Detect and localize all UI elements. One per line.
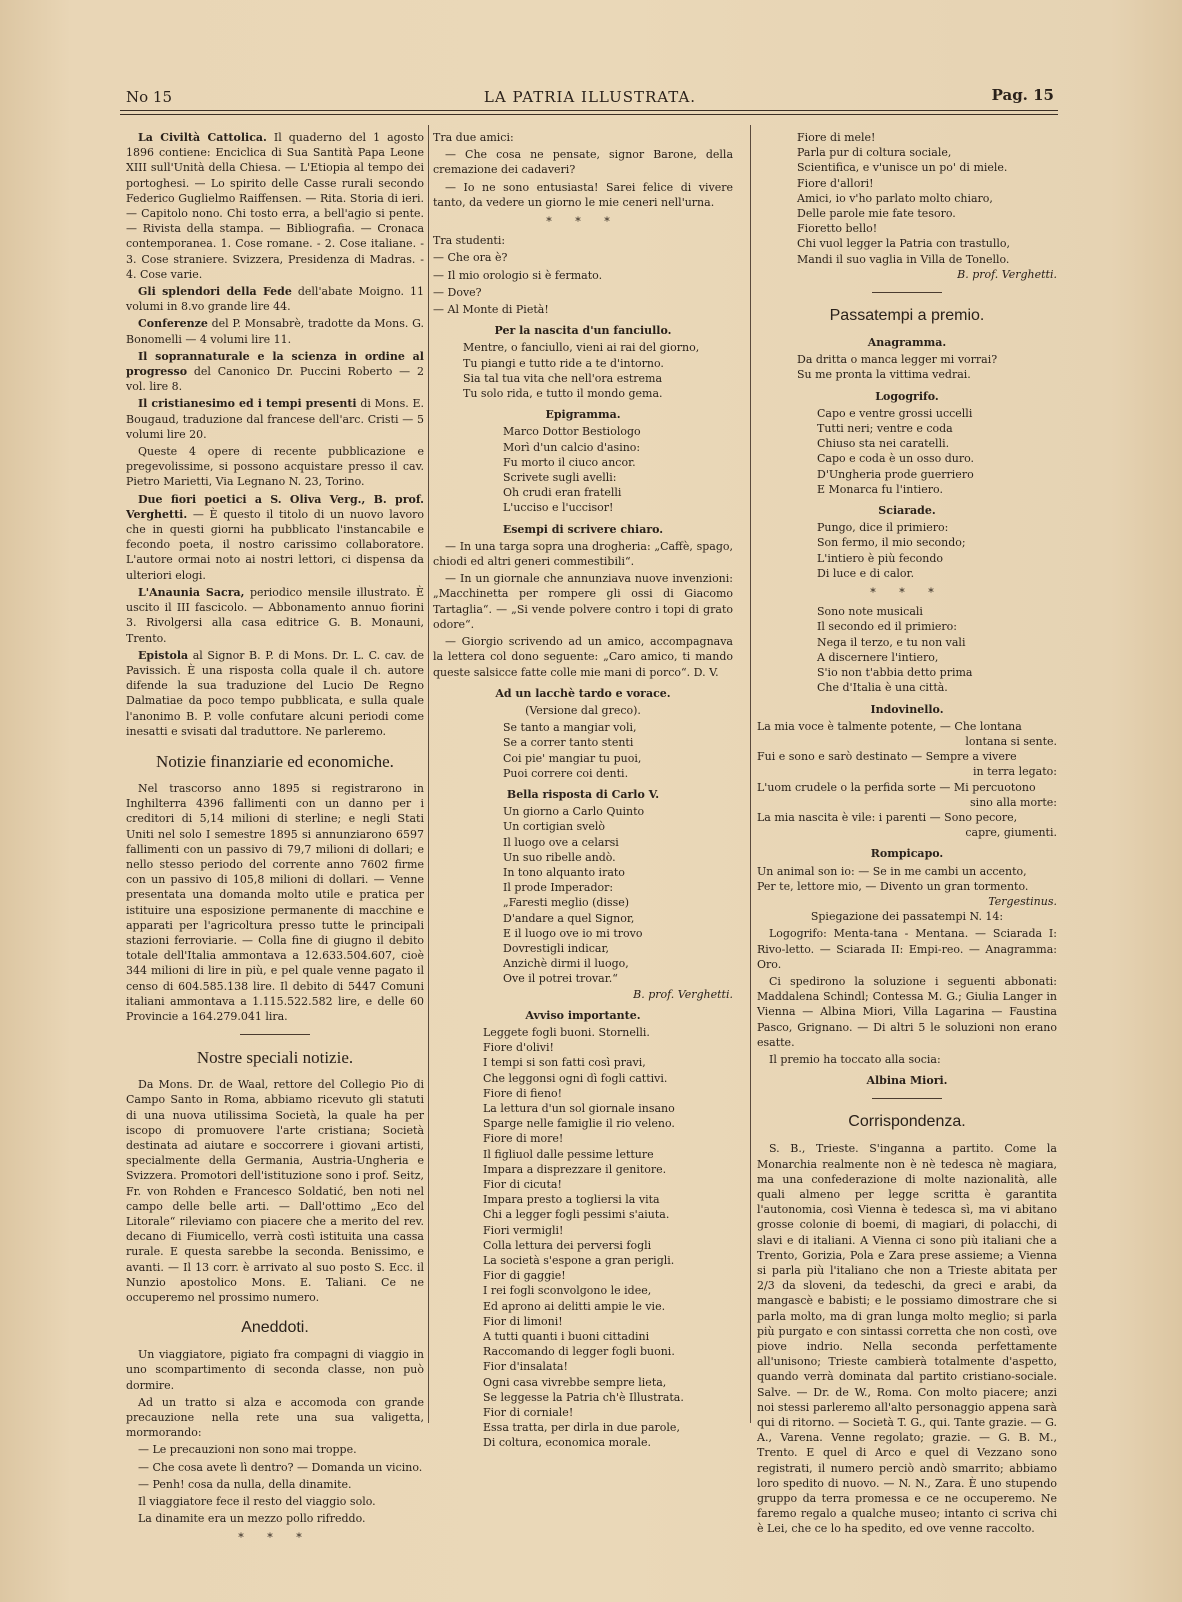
verse-line: Il figliuol dalle pessime letture bbox=[483, 1147, 654, 1161]
verse-line: Morì d'un calcio d'asino: bbox=[503, 440, 641, 454]
verse-line: Chi a legger fogli pessimi s'aiuta. bbox=[483, 1208, 670, 1222]
heading-aneddoti: Aneddoti. bbox=[241, 1319, 309, 1337]
verse-line: Il secondo ed il primiero: bbox=[817, 620, 957, 634]
verse-line: Ove il potrei trovar.“ bbox=[503, 972, 618, 986]
heading-passatempi: Passatempi a premio. bbox=[829, 307, 985, 325]
paragraph-conferenze: Conferenze del P. Monsabrè, tradotte da Mons. G. Bonomelli — 4 volumi lire 11. bbox=[126, 317, 424, 346]
verse-line: In tono alquanto irato bbox=[503, 865, 625, 879]
verse-line: Fior di corniale! bbox=[483, 1406, 574, 1420]
paragraph-corrispondenza: S. B., Trieste. S'inganna a partito. Come la Monarchia realmente non è nè tedesca nè magiara, ma una confederazione di molte nazionalità, alle quali almeno per legge scritta è garantita l'autonomia, così Vienna è tedesca sì, ma vi abitano grosse colonie di boemi, di magiari, di polacchi, di slavi e di italiani. A Vienna ci sono più italiani che a Trento, Gorizia, Pola e Zara prese assieme; a Vienna si parla più l'italiano che non a Trieste abitata per 2/3 da sloveni, da tedeschi, da greci e arabi, da mangascè e babisti; e le possiamo dimostrare che si parla molto, ma di gran lunga molto meglio; si parla più purgato e con sintassi corretta che non costì, ove piove indrio. Nella seconda perfettamente all'unisono; Trieste cambierà totalmente d'aspetto, quando verrà dominata dal partito cristiano-sociale. Salve. — Dr. de W., Roma. Con molto piacere; anzi noi stessi parleremo all'alto personaggio appena sarà qui di ritorno. — Società T. G., qui. Tante grazie. — G. A., Varena. Venne regolato; grazie. — G. B. M., Trento. E quel di Arco e quel di Vezzano sono registrati, il numero perciò andò smarrito; abbiamo loro spedito di nuovo. — N. N., Zara. È uno stupendo gruppo da terra promessa e ce ne occuperemo. Ne faremo regalo a qualche museo; intanto ci scriva chi è Lei, che ce lo ha spedito, ed ove venne raccolto. bbox=[757, 1142, 1057, 1536]
verse-line: Impara a disprezzare il genitore. bbox=[483, 1162, 667, 1176]
verse-line: Fiore di fieno! bbox=[483, 1086, 563, 1100]
verse-line: Mandi il suo vaglia in Villa de Tonello. bbox=[797, 252, 1010, 266]
asterism: * * * bbox=[238, 1531, 312, 1545]
heading-epigramma: Epigramma. bbox=[545, 408, 621, 422]
verse-line: Di coltura, economica morale. bbox=[483, 1436, 652, 1450]
verse-line: Sono note musicali bbox=[817, 605, 923, 619]
paragraph-soprannaturale: Il soprannaturale e la scienza in ordine al progresso del Canonico Dr. Puccini Roberto — 2 vol. lire 8. bbox=[126, 349, 424, 394]
column-divider-1 bbox=[428, 125, 429, 1423]
verse-line: Per te, lettore mio, — Divento un gran tormento. bbox=[757, 879, 1029, 893]
verse-line: Amici, io v'ho parlato molto chiaro, bbox=[797, 191, 993, 205]
verse-line: La lettura d'un sol giornale insano bbox=[483, 1101, 675, 1115]
verse-line: Puoi correre coi denti. bbox=[503, 766, 629, 780]
page-header bbox=[126, 88, 1054, 110]
verse-line: Fiori vermigli! bbox=[483, 1223, 564, 1237]
masthead-title: LA PATRIA ILLUSTRATA. bbox=[483, 88, 697, 106]
paragraph-notizie: Nel trascorso anno 1895 si registrarono in Inghilterra 4396 fallimenti con un danno per i creditori di 5,14 milioni di sterline; e negli Stati Uniti nel solo I semestre 1895 si annunziarono 6597 fallimenti con un passivo di 79,7 milioni di dollari; e nello stesso periodo del corrente anno 7602 firme con un passivo di 105,8 milioni di dollari. — Venne presentata una domanda molto utile e pratica per istituire una esposizione permanente di macchine e apparati per l'agricoltura presso tutte le principali stazioni ferroviarie. — Colla fine di giugno il debito totale dell'Italia ammontava a 12.633.504.607, cioè 344 milioni di lire in più, e pel quale venne pagato il censo di 604.585.138 lire. Il debito di 5447 Comuni italiani ammontava a 1.115.522.582 lire, e delle 60 Provincie a 164.279.041 lira. bbox=[126, 781, 424, 1023]
paragraph-premio: Il premio ha toccato alla socia: bbox=[769, 1052, 941, 1066]
subheading-lacche: (Versione dal greco). bbox=[525, 703, 641, 717]
asterism: * * * bbox=[546, 215, 620, 229]
verse-rompicapo bbox=[757, 864, 1057, 894]
verse-line: Ed aprono ai delitti ampie le vie. bbox=[483, 1299, 666, 1313]
verse-line: D'andare a quel Signor, bbox=[503, 911, 635, 925]
verse-line: Se tanto a mangiar voli, bbox=[503, 721, 637, 735]
text-line: — Le precauzioni non sono mai troppe. bbox=[138, 1443, 357, 1457]
verse-line: Un suo ribelle andò. bbox=[503, 850, 616, 864]
verse-line: Sia tal tua vita che nell'ora estrema bbox=[463, 371, 663, 385]
verse-line: Tutti neri; ventre e coda bbox=[817, 422, 953, 436]
verse-line: Che d'Italia è una città. bbox=[817, 681, 948, 695]
verse-line: capre, giumenti. bbox=[965, 826, 1057, 840]
verse-line: Fiore di more! bbox=[483, 1132, 564, 1146]
verse-line: Scrivete sugli avelli: bbox=[503, 471, 617, 485]
verse-line: Fu morto il ciuco ancor. bbox=[503, 455, 636, 469]
verse-line: Fiore di mele! bbox=[797, 131, 876, 144]
verse-logogrifo bbox=[757, 406, 1057, 497]
heading-sciarade: Sciarade. bbox=[878, 504, 936, 518]
heading-notizie-finanziarie: Notizie finanziarie ed economiche. bbox=[156, 751, 394, 771]
verse-line: in terra legato: bbox=[973, 765, 1057, 779]
separator bbox=[240, 1034, 310, 1035]
verse-line: A tutti quanti i buoni cittadini bbox=[483, 1330, 650, 1344]
text-line: Tra due amici: bbox=[433, 131, 514, 144]
verse-line: La società s'espone a gran perigli. bbox=[483, 1254, 675, 1268]
separator bbox=[872, 292, 942, 293]
aneddoti-lines bbox=[126, 1442, 424, 1526]
verse-line: Sparge nelle famiglie il rio veleno. bbox=[483, 1117, 675, 1131]
text-line: — Che cosa ne pensate, signor Barone, della cremazione dei cadaveri? bbox=[433, 148, 733, 177]
text-line: — Che ora è? bbox=[433, 251, 508, 265]
paragraph-epistola: Epistola al Signor B. P. di Mons. Dr. L. C. cav. de Pavissich. È una risposta colla quale il ch. autore difende la sua traduzione del Lucio De Regno Dalmatiae da poco tempo pubblicata, e sulla quale l'anonimo B. P. volle confutare alcuni periodi come inesatti e svisati dal traduttore. Ne parleremo. bbox=[126, 648, 424, 738]
verse-line: A discernere l'intiero, bbox=[817, 650, 939, 664]
paragraph-fiori: Due fiori poetici a S. Oliva Verg., B. prof. Verghetti. — È questo il titolo di un nuovo lavoro che in questi giorni ha pubblicato l'instancabile e fecondo poeta, il nostro carissimo collaboratore. L'autore ormai noto ai nostri lettori, ci dispensa da ulteriori elogi. bbox=[126, 492, 424, 582]
heading-spiegazione: Spiegazione dei passatempi N. 14: bbox=[810, 910, 1004, 924]
verse-sciarada-1 bbox=[757, 520, 1057, 581]
verse-anagramma bbox=[757, 352, 1057, 382]
verse-line: Ogni casa vivrebbe sempre lieta, bbox=[483, 1375, 667, 1389]
verse-line: L'uom crudele o la perfida sorte — Mi percuotono bbox=[757, 780, 1036, 794]
verse-line: Anzichè dirmi il luogo, bbox=[503, 957, 629, 971]
verse-line: Parla pur di coltura sociale, bbox=[797, 146, 952, 160]
paragraph-queste: Queste 4 opere di recente pubblicazione e pregevolissime, si possono acquistare presso il cav. Pietro Marietti, Via Legnano N. 23, Torino. bbox=[126, 445, 424, 489]
verse-line: Mentre, o fanciullo, vieni ai rai del giorno, bbox=[463, 341, 700, 355]
heading-anagramma: Anagramma. bbox=[867, 336, 947, 350]
text-line: — Che cosa avete lì dentro? — Domanda un vicino. bbox=[138, 1460, 423, 1474]
verse-line: La mia nascita è vile: i parenti — Sono pecore, bbox=[757, 810, 1018, 824]
header-rule-thin bbox=[120, 114, 1058, 115]
paragraph-aneddoti-1: Un viaggiatore, pigiato fra compagni di viaggio in uno scompartimento di seconda classe, non può dormire. bbox=[126, 1348, 424, 1392]
verse-line: Fui e sono e sarò destinato — Sempre a vivere bbox=[757, 750, 1017, 764]
text-line: — In un giornale che annunziava nuove invenzioni: „Macchinetta per rompere gli ossi di Giacomo Tartaglia“. — „Si vende polvere contro i topi di grato odore“. bbox=[433, 572, 733, 631]
verse-line: Colla lettura dei perversi fogli bbox=[483, 1238, 652, 1252]
verse-line: Fior d'insalata! bbox=[483, 1360, 568, 1374]
verse-line: L'intiero è più fecondo bbox=[817, 551, 944, 565]
verse-line: Raccomando di legger fogli buoni. bbox=[483, 1345, 675, 1359]
verse-line: Su me pronta la vittima vedrai. bbox=[797, 368, 971, 382]
paragraph-civilta: La Civiltà Cattolica. Il quaderno del 1 agosto 1896 contiene: Enciclica di Sua Santità Papa Leone XIII sull'Unità della Chiesa. — L'Etiopia al tempo dei portoghesi. — Lo spirito delle Casse rurali secondo Federico Guglielmo Raiffensen. — Rita. Storia di ieri. — Capitolo nono. Chi tosto erra, a bell'agio si pente. — Rivista della stampa. — Bibliografia. — Cronaca contemporanea. 1. Cose romane. - 2. Cose italiane. - 3. Cose straniere. Svizzera, Presidenza di Madras. - 4. Cose varie. bbox=[126, 131, 424, 281]
text-line: — Penh! cosa da nulla, della dinamite. bbox=[138, 1477, 352, 1491]
winner-name: Albina Miori. bbox=[866, 1074, 948, 1088]
verse-line: Se leggesse la Patria ch'è Illustrata. bbox=[483, 1390, 684, 1404]
text-line: — Giorgio scrivendo ad un amico, accompagnava la lettera col dono seguente: „Caro amico, ti mando queste salsicce fatte colle mie mani di porco“. D. V. bbox=[433, 635, 733, 679]
verse-line: Se a correr tanto stenti bbox=[503, 736, 634, 750]
text-line: Tra studenti: bbox=[433, 234, 506, 248]
verse-line: Capo e ventre grossi uccelli bbox=[817, 406, 973, 420]
paragraph-solutori: Ci spedirono la soluzione i seguenti abbonati: Maddalena Schindl; Contessa M. G.; Giulia Langer in Vienna — Albina Miori, Villa Lagarina — Faustina Pasco, Grignano. — Di altri 5 le soluzioni non erano esatte. bbox=[757, 974, 1057, 1049]
verse-sciarada-2 bbox=[757, 604, 1057, 695]
verse-line: Impara presto a togliersi la vita bbox=[483, 1193, 660, 1207]
column-3 bbox=[757, 130, 1057, 1539]
verse-line: Dovrestigli indicar, bbox=[503, 941, 610, 955]
verse-line: S'io non t'abbia detto prima bbox=[817, 666, 973, 680]
verse-avviso bbox=[433, 1025, 733, 1451]
verse-line: Capo e coda è un osso duro. bbox=[817, 452, 975, 466]
verse-line: Di luce e di calor. bbox=[817, 566, 915, 580]
verse-nascita bbox=[433, 340, 733, 401]
text-line: La dinamite era un mezzo pollo rifreddo. bbox=[138, 1512, 366, 1526]
paragraph-splendori: Gli splendori della Fede dell'abate Moigno. 11 volumi in 8.vo grande lire 44. bbox=[126, 285, 424, 314]
heading-carlo: Bella risposta di Carlo V. bbox=[506, 787, 660, 801]
verse-line: Chi vuol legger la Patria con trastullo, bbox=[797, 237, 1011, 251]
signature: Tergestinus. bbox=[988, 894, 1057, 908]
verse-line: Oh crudi eran fratelli bbox=[503, 486, 622, 500]
verse-line: Fior di cicuta! bbox=[483, 1178, 562, 1191]
heading-corrispondenza: Corrispondenza. bbox=[848, 1113, 966, 1131]
verse-carlo bbox=[433, 804, 733, 986]
verse-line: Delle parole mie fate tesoro. bbox=[797, 207, 956, 221]
verse-line: Da dritta o manca legger mi vorrai? bbox=[797, 353, 998, 367]
heading-indovinello: Indovinello. bbox=[870, 702, 944, 716]
signature: B. prof. Verghetti. bbox=[957, 267, 1057, 281]
verse-line: Leggete fogli buoni. Stornelli. bbox=[483, 1025, 650, 1039]
heading-lacche: Ad un lacchè tardo e vorace. bbox=[495, 686, 671, 700]
separator bbox=[872, 1098, 942, 1099]
verse-line: D'Ungheria prode guerriero bbox=[817, 467, 974, 481]
verse-line: Fioretto bello! bbox=[797, 222, 878, 236]
asterism: * * * bbox=[870, 586, 944, 600]
paragraph-anaunia: L'Anaunia Sacra, periodico mensile illustrato. È uscito il III fascicolo. — Abbonamento annuo fiorini 3. Rivolgersi alla casa editrice G. B. Monauni, Trento. bbox=[126, 585, 424, 645]
verse-line: Tu piangi e tutto ride a te d'intorno. bbox=[463, 356, 664, 370]
verse-line: E il luogo ove io mi trovo bbox=[503, 926, 643, 940]
verse-line: Fior di limoni! bbox=[483, 1314, 563, 1328]
verse-line: Un giorno a Carlo Quinto bbox=[503, 805, 645, 819]
verse-line: Chiuso sta nei caratelli. bbox=[817, 437, 950, 451]
verse-indovinello bbox=[757, 719, 1057, 841]
text-line: — Al Monte di Pietà! bbox=[433, 303, 549, 317]
verse-line: Fior di gaggie! bbox=[483, 1269, 566, 1283]
heading-nascita: Per la nascita d'un fanciullo. bbox=[494, 324, 672, 338]
heading-logogrifo: Logogrifo. bbox=[875, 389, 939, 403]
verse-line: I tempi si son fatti così pravi, bbox=[483, 1056, 646, 1070]
verse-line: Un cortigian svelò bbox=[503, 820, 606, 834]
paragraph-cristianesimo: Il cristianesimo ed i tempi presenti di Mons. E. Bougaud, traduzione dal francese dell'arc. Cristi — 5 volumi lire 20. bbox=[126, 397, 425, 441]
verse-avviso-continued bbox=[757, 130, 1057, 267]
verse-epigramma bbox=[433, 424, 733, 515]
verse-line: Coi pie' mangiar tu puoi, bbox=[503, 751, 642, 765]
verse-line: Il luogo ove a celarsi bbox=[503, 835, 619, 849]
heading-speciali-notizie: Nostre speciali notizie. bbox=[196, 1048, 354, 1068]
text-line: — Io ne sono entusiasta! Sarei felice di vivere tanto, da vedere un giorno le mie ceneri nell'urna. bbox=[433, 180, 733, 209]
verse-line: Che leggonsi ogni dì fogli cattivi. bbox=[483, 1071, 668, 1085]
column-1 bbox=[126, 130, 424, 1550]
text-line: — Dove? bbox=[433, 285, 482, 299]
paragraph-speciali: Da Mons. Dr. de Waal, rettore del Collegio Pio di Campo Santo in Roma, abbiamo ricevuto gli statuti di una nuova utilissima Società, la quale ha per iscopo di promuovere l'arte cristiana; Società destinata ad aiutare e soccorrere i giovani artisti, specialmente della Germania, Austria-Ungheria e Svizzera. Promotori dell'istituzione sono i prof. Seitz, Fr. von Rohden e Francesco Soldatić, ben noti nel campo delle belle arti. — Dall'ottimo „Eco del Litorale“ rileviamo con piacere che a merito del rev. decano di Fiumicello, verrà costì istituita una cassa rurale. E questa sarebbe la seconda. Benissimo, e avanti. — Il 13 corr. è arrivato al suo posto S. Ecc. il Nunzio apostolico Mons. E. Taliani. Ce ne occuperemo nel prossimo numero. bbox=[126, 1078, 424, 1305]
heading-esempi: Esempi di scrivere chiaro. bbox=[502, 522, 664, 536]
verse-line: Fiore d'allori! bbox=[797, 176, 874, 190]
verse-line: Nega il terzo, e tu non vali bbox=[817, 635, 966, 649]
signature: B. prof. Verghetti. bbox=[633, 987, 733, 1001]
verse-line: „Faresti meglio (disse) bbox=[503, 896, 630, 910]
verse-line: E Monarca fu l'intiero. bbox=[817, 482, 943, 496]
verse-line: Il prode Imperador: bbox=[503, 881, 614, 895]
verse-line: Marco Dottor Bestiologo bbox=[503, 425, 641, 439]
column-2 bbox=[433, 130, 733, 1451]
issue-number: No 15 bbox=[126, 88, 173, 106]
verse-line: Fiore d'olivi! bbox=[483, 1041, 554, 1055]
text-line: Il viaggiatore fece il resto del viaggio solo. bbox=[138, 1495, 376, 1509]
verse-line: Tu solo rida, e tutto il mondo gema. bbox=[463, 387, 663, 401]
verse-line: sino alla morte: bbox=[970, 795, 1057, 809]
text-line: — In una targa sopra una drogheria: „Caffè, spago, chiodi ed altri generi commestibili“. bbox=[433, 539, 733, 569]
text-line: — Il mio orologio si è fermato. bbox=[433, 268, 603, 282]
verse-line: La mia voce è talmente potente, — Che lontana bbox=[757, 719, 1022, 733]
verse-line: Scientifica, e v'unisce un po' di miele. bbox=[797, 161, 1008, 175]
header-rule bbox=[120, 110, 1058, 111]
heading-avviso: Avviso importante. bbox=[525, 1008, 641, 1022]
verse-line: Essa tratta, per dirla in due parole, bbox=[483, 1421, 680, 1435]
paragraph-spiegazione: Logogrifo: Menta-tana - Mentana. — Sciarada I: Rivo-letto. — Sciarada II: Empi-reo. — Anagramma: Oro. bbox=[757, 927, 1057, 971]
paragraph-aneddoti-2: Ad un tratto si alza e accomoda con grande precauzione nella rete una sua valigetta, mormorando: bbox=[126, 1395, 424, 1440]
verse-line: Un animal son io: — Se in me cambi un accento, bbox=[757, 864, 1027, 878]
verse-line: lontana si sente. bbox=[965, 734, 1057, 748]
column-divider-2 bbox=[750, 125, 751, 1423]
heading-rompicapo: Rompicapo. bbox=[870, 847, 944, 861]
verse-line: Pungo, dice il primiero: bbox=[817, 521, 949, 535]
verse-lacche bbox=[433, 720, 733, 781]
page-number: Pag. 15 bbox=[991, 86, 1054, 104]
verse-line: L'ucciso e l'uccisor! bbox=[503, 501, 614, 515]
verse-line: I rei fogli sconvolgono le idee, bbox=[483, 1284, 652, 1298]
verse-line: Son fermo, il mio secondo; bbox=[817, 536, 966, 550]
